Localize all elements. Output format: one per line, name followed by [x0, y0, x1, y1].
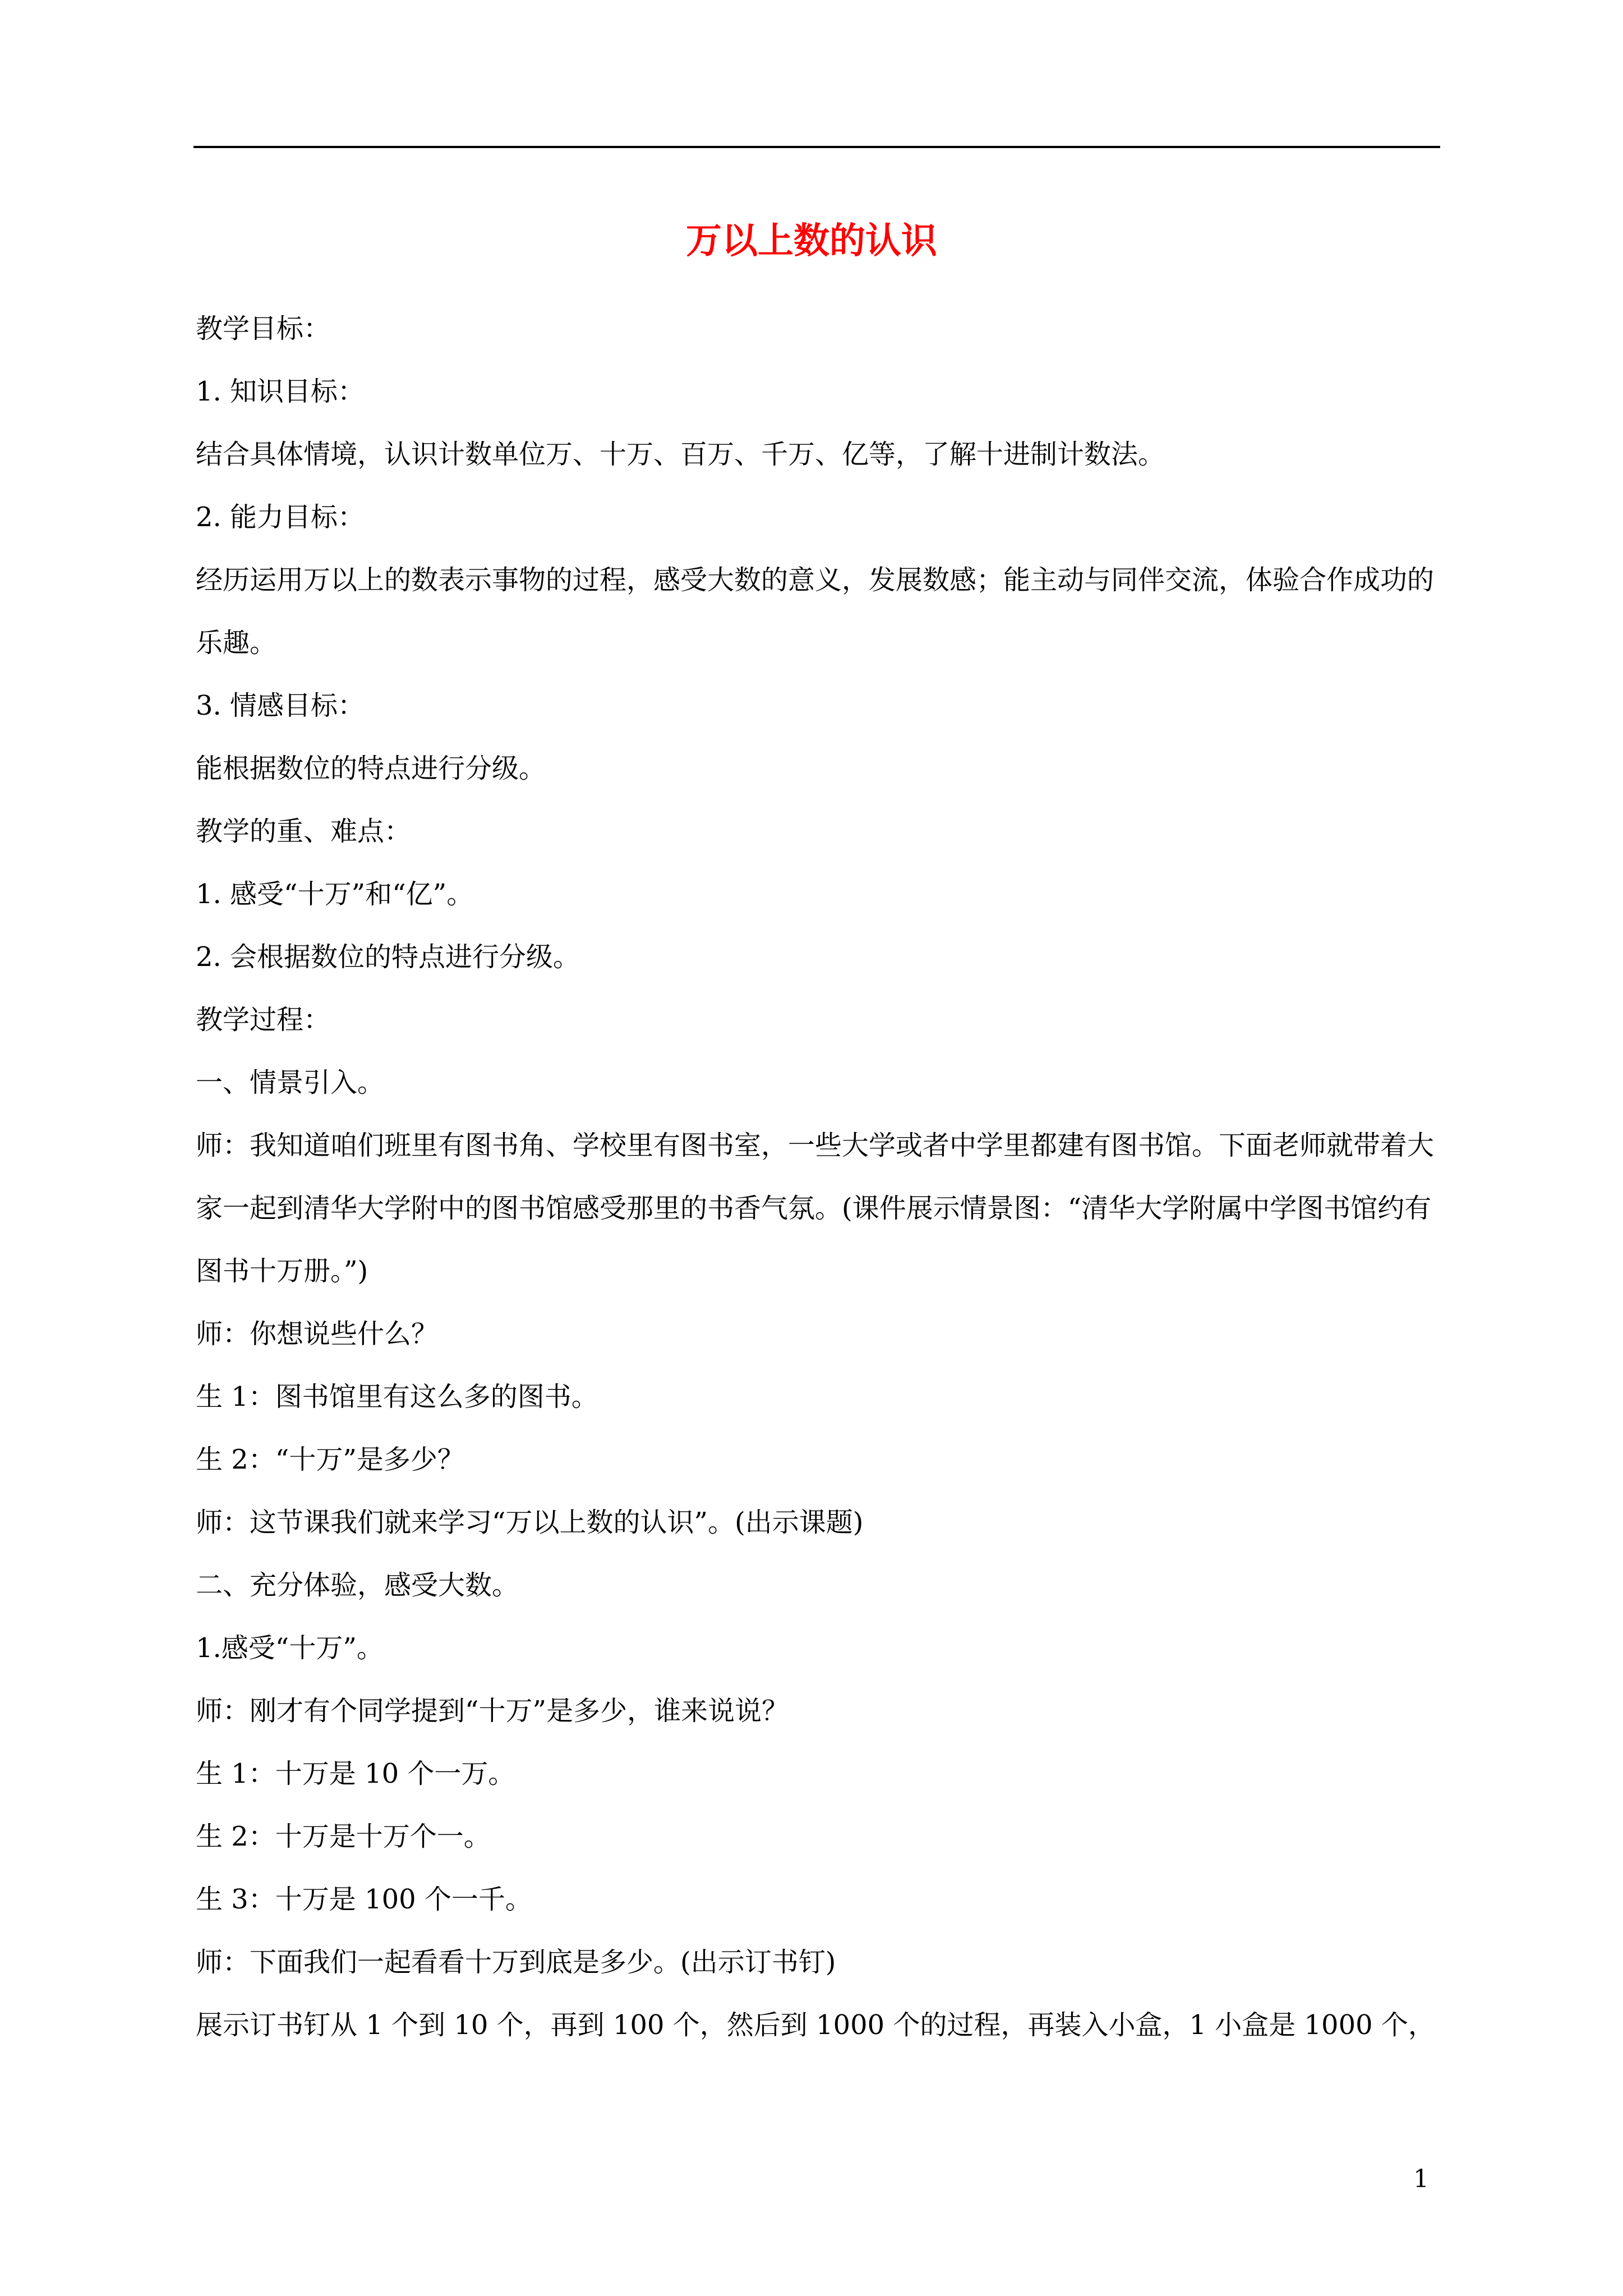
paragraph: 二、充分体验，感受大数。 — [196, 1570, 519, 1601]
paragraph: 师：这节课我们就来学习“万以上数的认识”。(出示课题) — [196, 1507, 864, 1538]
paragraph: 师：刚才有个同学提到“十万”是多少，谁来说说？ — [196, 1695, 789, 1727]
document-title: 万以上数的认识 — [686, 220, 937, 262]
paragraph: 1.感受“十万”。 — [196, 1632, 384, 1664]
document-body — [196, 297, 1441, 2056]
paragraph: 2. 能力目标： — [196, 501, 365, 533]
paragraph: 经历运用万以上的数表示事物的过程，感受大数的意义，发展数感；能主动与同伴交流，体验合作成功的乐趣。 — [196, 564, 1435, 659]
paragraph: 一、情景引入。 — [196, 1067, 385, 1098]
paragraph: 生 2：“十万”是多少？ — [196, 1444, 464, 1475]
paragraph: 师：你想说些什么？ — [196, 1318, 439, 1350]
paragraph: 师：下面我们一起看看十万到底是多少。(出示订书钉) — [196, 1947, 836, 1978]
paragraph: 生 2：十万是十万个一。 — [196, 1821, 491, 1852]
paragraph: 结合具体情境，认识计数单位万、十万、百万、千万、亿等，了解十进制计数法。 — [196, 439, 1165, 470]
paragraph: 师：我知道咱们班里有图书角、学校里有图书室，一些大学或者中学里都建有图书馆。下面老师就带着大家一起到清华大学附中的图书馆感受那里的书香气氛。(课件展示情景图：“清华大学附属中学图书馆约有图书十万册。”) — [196, 1130, 1435, 1287]
paragraph: 3. 情感目标： — [196, 690, 365, 721]
paragraph: 教学过程： — [196, 1004, 331, 1036]
paragraph: 1. 感受“十万”和“亿”。 — [196, 878, 474, 910]
paragraph: 生 3：十万是 100 个一千。 — [196, 1884, 532, 1915]
paragraph: 生 1：十万是 10 个一万。 — [196, 1758, 515, 1789]
paragraph: 教学目标： — [196, 313, 331, 344]
header-rule — [193, 146, 1440, 148]
page-number: 1 — [1413, 2165, 1429, 2193]
paragraph: 展示订书钉从 1 个到 10 个，再到 100 个，然后到 1000 个的过程，再装入小盒，1 小盒是 1000 个， — [196, 2009, 1435, 2041]
paragraph: 能根据数位的特点进行分级。 — [196, 753, 546, 784]
paragraph: 教学的重、难点： — [196, 816, 412, 847]
paragraph: 2. 会根据数位的特点进行分级。 — [196, 941, 580, 973]
paragraph: 1. 知识目标： — [196, 376, 365, 407]
paragraph: 生 1：图书馆里有这么多的图书。 — [196, 1381, 598, 1412]
